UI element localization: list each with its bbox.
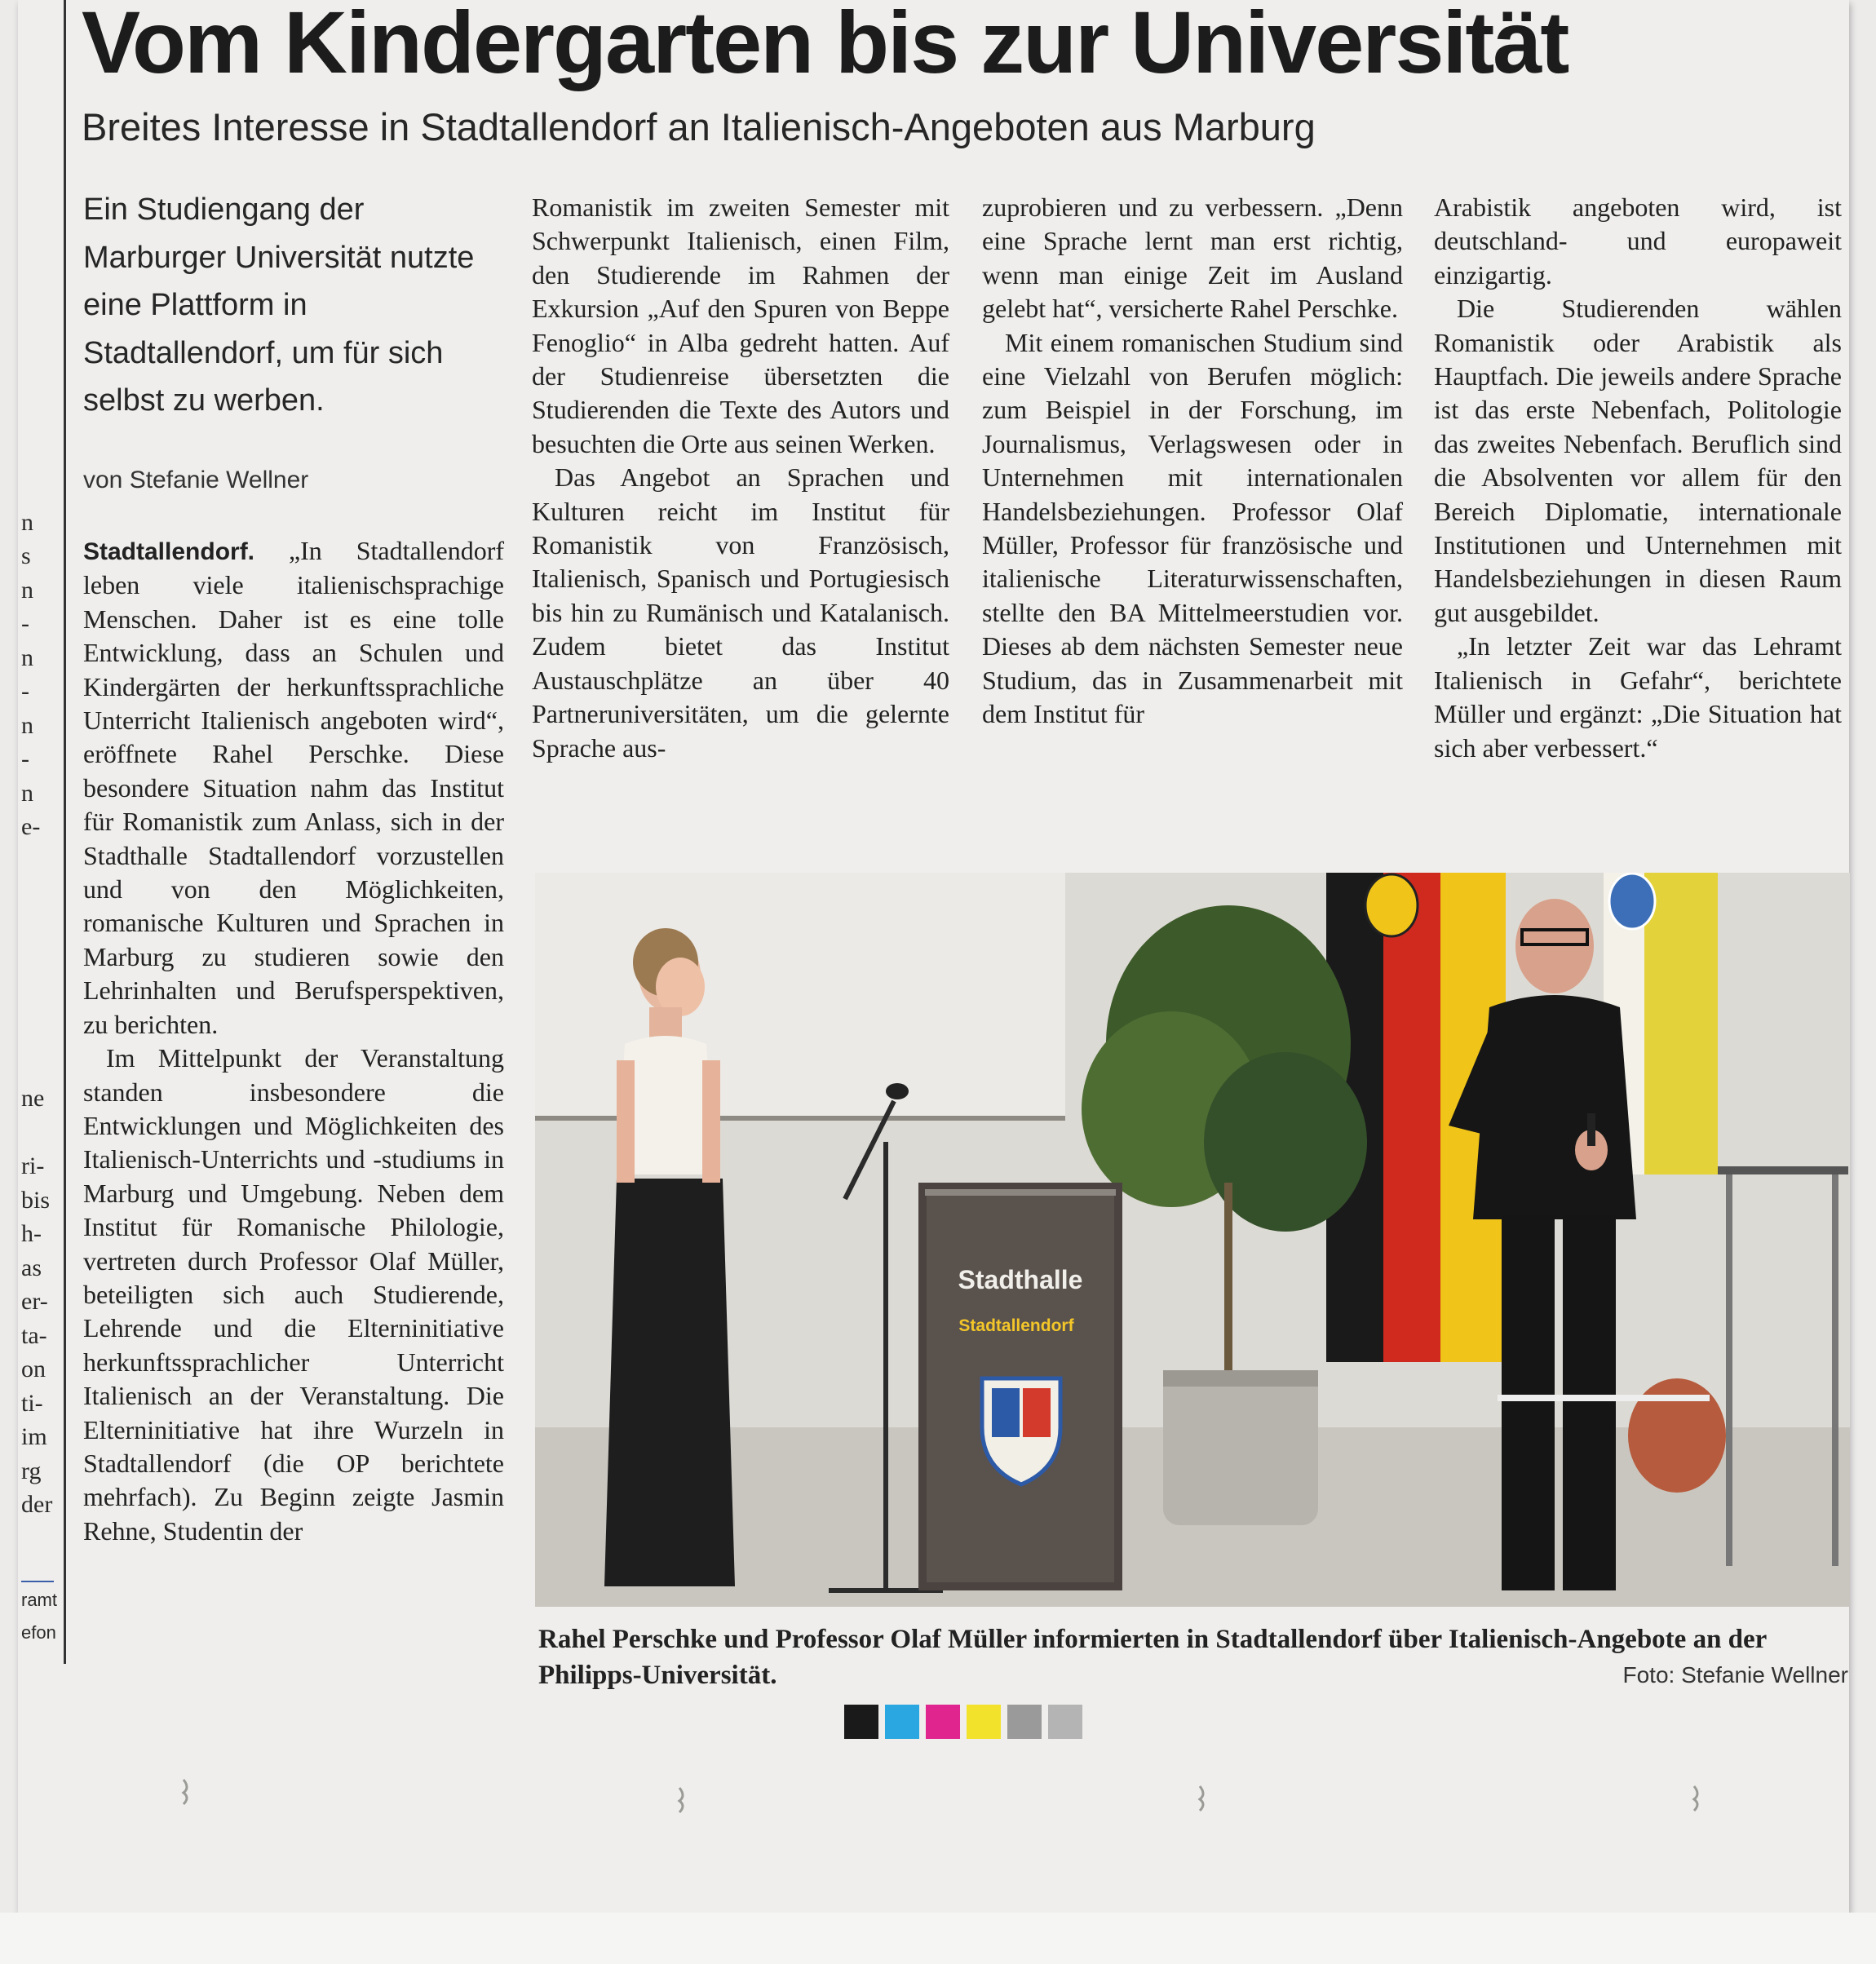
paragraph bbox=[83, 534, 504, 1042]
fragment-line bbox=[21, 404, 60, 438]
article-column-4 bbox=[1434, 191, 1842, 765]
adjacent-article-fragment-bottom bbox=[21, 1584, 62, 1649]
paragraph: „In letzter Zeit war das Lehramt Italienisch in Gefahr“, berichtete Müller und ergänzt: „Die Situation hat sich aber verbessert.“ bbox=[1434, 631, 1842, 763]
fragment-line: ti- bbox=[21, 1389, 43, 1417]
color-swatch-yellow bbox=[967, 1705, 1001, 1739]
color-swatch-gray-light bbox=[1048, 1705, 1082, 1739]
podium bbox=[918, 1183, 1122, 1590]
photo-credit: Foto: Stefanie Wellner bbox=[1622, 1662, 1848, 1688]
fragment-line: - bbox=[21, 610, 29, 637]
color-swatch-black bbox=[844, 1705, 878, 1739]
paragraph: Romanistik im zweiten Semester mit Schwerpunkt Italienisch, einen Film, den Studierende im Rahmen der Exkursion „Auf den Spuren von Beppe Fenoglio“ in Alba gedreht hatten. Auf der Studienreise übersetzten die Studierenden die Texte des Autors und besuchten die Orte aus seinen Werken. bbox=[532, 192, 949, 458]
fragment-line: s bbox=[21, 542, 31, 569]
subheadline: Breites Interesse in Stadtallendorf an Italienisch-Angeboten aus Marburg bbox=[82, 105, 1316, 148]
fragment-line: er- bbox=[21, 1288, 48, 1315]
screen-frame bbox=[535, 1116, 1065, 1121]
fragment-line: n bbox=[21, 508, 33, 536]
paragraph: Im Mittelpunkt der Veranstaltung standen insbesondere die Entwicklungen und Möglichkeiten des Italienisch-Unterrichts und -studiums in Marburg und Umgebung. Neben dem Institut für Romanische Philologie, vertreten durch Professor Olaf Müller, beteiligten sich auch Studierende, Lehrende und die Elterninitiative herkunftssprachlicher Unterricht Italienisch an der Veranstaltung. Die Elterninitiative hat ihre Wurzeln in Stadtallendorf (die OP berichtete mehrfach). Zu Beginn zeigte Jasmin Rehne, Studentin der bbox=[83, 1043, 504, 1546]
fragment-line: der bbox=[21, 1491, 53, 1518]
paragraph: Mit einem romanischen Studium sind eine Vielzahl von Berufen möglich: zum Beispiel in der Forschung, im Journalismus, Verlagswesen oder in Unternehmen mit internationalen Handelsbeziehungen. Professor Olaf Müller, Professor für französische und italienische Literaturwissenschaften, stellte den BA Mittelmeerstudien vor. Dieses ab dem nächsten Semester neue Studium, das in Zusammenarbeit mit dem Institut für bbox=[982, 327, 1403, 729]
paragraph-text: „In Stadtallendorf leben viele italienischsprachige Menschen. Daher ist es eine tolle Entwicklung, dass an Schulen und Kindergärten der herkunftssprachliche Unterricht Italienisch angeboten wird“, eröffnete Rahel Perschke. Diese besondere Situation nahm das Institut für Romanistik zum Anlass, sich in der Stadthalle Stadtallendorf vorzustellen und von den Möglichkeiten, romanische Kulturen und Sprachen in Marburg zu studieren sowie den Lehrinhalten und Berufsperspektiven, zu berichten. bbox=[83, 536, 504, 1039]
staple-mark bbox=[1197, 1785, 1209, 1812]
fragment-line: - bbox=[21, 745, 29, 772]
photo-caption: Rahel Perschke und Professor Olaf Müller informierten in Stadtallendorf über Italienisch-Angebote an der Philipps-Universität. bbox=[538, 1625, 1767, 1690]
lead-text: Ein Studiengang der Marburger Universität nutzte eine Plattform in Stadtallendorf, um für sich selbst zu werben. bbox=[83, 192, 475, 418]
adjacent-article-fragment-lower bbox=[21, 1082, 60, 1522]
fragment-line bbox=[21, 438, 60, 472]
paragraph: Die Studierenden wählen Romanistik oder Arabistik als Hauptfach. Die jeweils andere Sprache ist das erste Nebenfach, Politologie das zweites Nebenfach. Beruflich sind die Absolventen vor allem für den Bereich Diplomatie, internationale Institutionen und Unternehmen mit Handelsbeziehungen in diesen Raum gut ausgebildet. bbox=[1434, 294, 1842, 627]
article-column-3 bbox=[982, 191, 1403, 732]
print-color-bar bbox=[844, 1705, 1082, 1739]
staple-mark bbox=[677, 1786, 688, 1814]
fragment-line: efon bbox=[21, 1622, 56, 1643]
staple-mark bbox=[181, 1778, 192, 1806]
photo-illustration bbox=[535, 873, 1850, 1607]
dateline: Stadtallendorf. bbox=[83, 538, 255, 565]
staple-mark bbox=[1692, 1785, 1703, 1812]
fragment-line: e- bbox=[21, 813, 41, 840]
adjacent-article-fragment-upper bbox=[21, 404, 60, 844]
fragment-line: rg bbox=[21, 1457, 42, 1484]
color-swatch-gray-dark bbox=[1007, 1705, 1042, 1739]
paragraph: Das Angebot an Sprachen und Kulturen reicht im Institut für Romanistik von Französisch, Italienisch, Spanisch und Portugiesisch bis hin zu Rumänisch und Katalanisch. Zudem bietet das Institut Austauschplätze an über 40 Partneruniversitäten, um die gelernte Sprache aus- bbox=[532, 462, 949, 763]
article-column-2 bbox=[532, 191, 949, 765]
adjacent-rule bbox=[21, 1581, 54, 1582]
fragment-line: - bbox=[21, 678, 29, 705]
fragment-line: ri- bbox=[21, 1152, 45, 1179]
fragment-line: bis bbox=[21, 1186, 51, 1214]
fragment-line: ne bbox=[21, 1085, 45, 1112]
fragment-line: im bbox=[21, 1423, 47, 1450]
fragment-line: ta- bbox=[21, 1321, 47, 1349]
fragment-line bbox=[21, 471, 60, 506]
paragraph: Arabistik angeboten wird, ist deutschland- und europaweit einzigartig. bbox=[1434, 192, 1842, 290]
paragraph: zuprobieren und zu verbessern. „Denn eine Sprache lernt man erst richtig, wenn man einige Zeit im Ausland gelebt hat“, versicherte Rahel Perschke. bbox=[982, 192, 1403, 324]
fragment-line: h- bbox=[21, 1220, 42, 1247]
article-column-1 bbox=[83, 534, 504, 1548]
fragment-line: on bbox=[21, 1356, 46, 1382]
projection-screen bbox=[535, 873, 1065, 1117]
fragment-line: n bbox=[21, 576, 33, 604]
podium-subtitle: Stadtallendorf bbox=[958, 1316, 1074, 1335]
headline: Vom Kindergarten bis zur Universität bbox=[82, 0, 1568, 91]
fragment-line bbox=[21, 1116, 60, 1150]
column-rule bbox=[64, 0, 66, 1664]
fragment-line: n bbox=[21, 779, 33, 807]
fragment-line: as bbox=[21, 1254, 42, 1281]
bench bbox=[1498, 1395, 1710, 1401]
color-swatch-cyan bbox=[885, 1705, 919, 1739]
color-swatch-magenta bbox=[926, 1705, 960, 1739]
fragment-line: n bbox=[21, 711, 33, 739]
fragment-line: ramt bbox=[21, 1590, 57, 1610]
podium-title: Stadthalle bbox=[958, 1265, 1083, 1294]
byline: von Stefanie Wellner bbox=[83, 467, 309, 493]
paper-bottom-edge bbox=[0, 1913, 1876, 1964]
fragment-line: n bbox=[21, 644, 33, 671]
article-photo bbox=[535, 873, 1850, 1607]
